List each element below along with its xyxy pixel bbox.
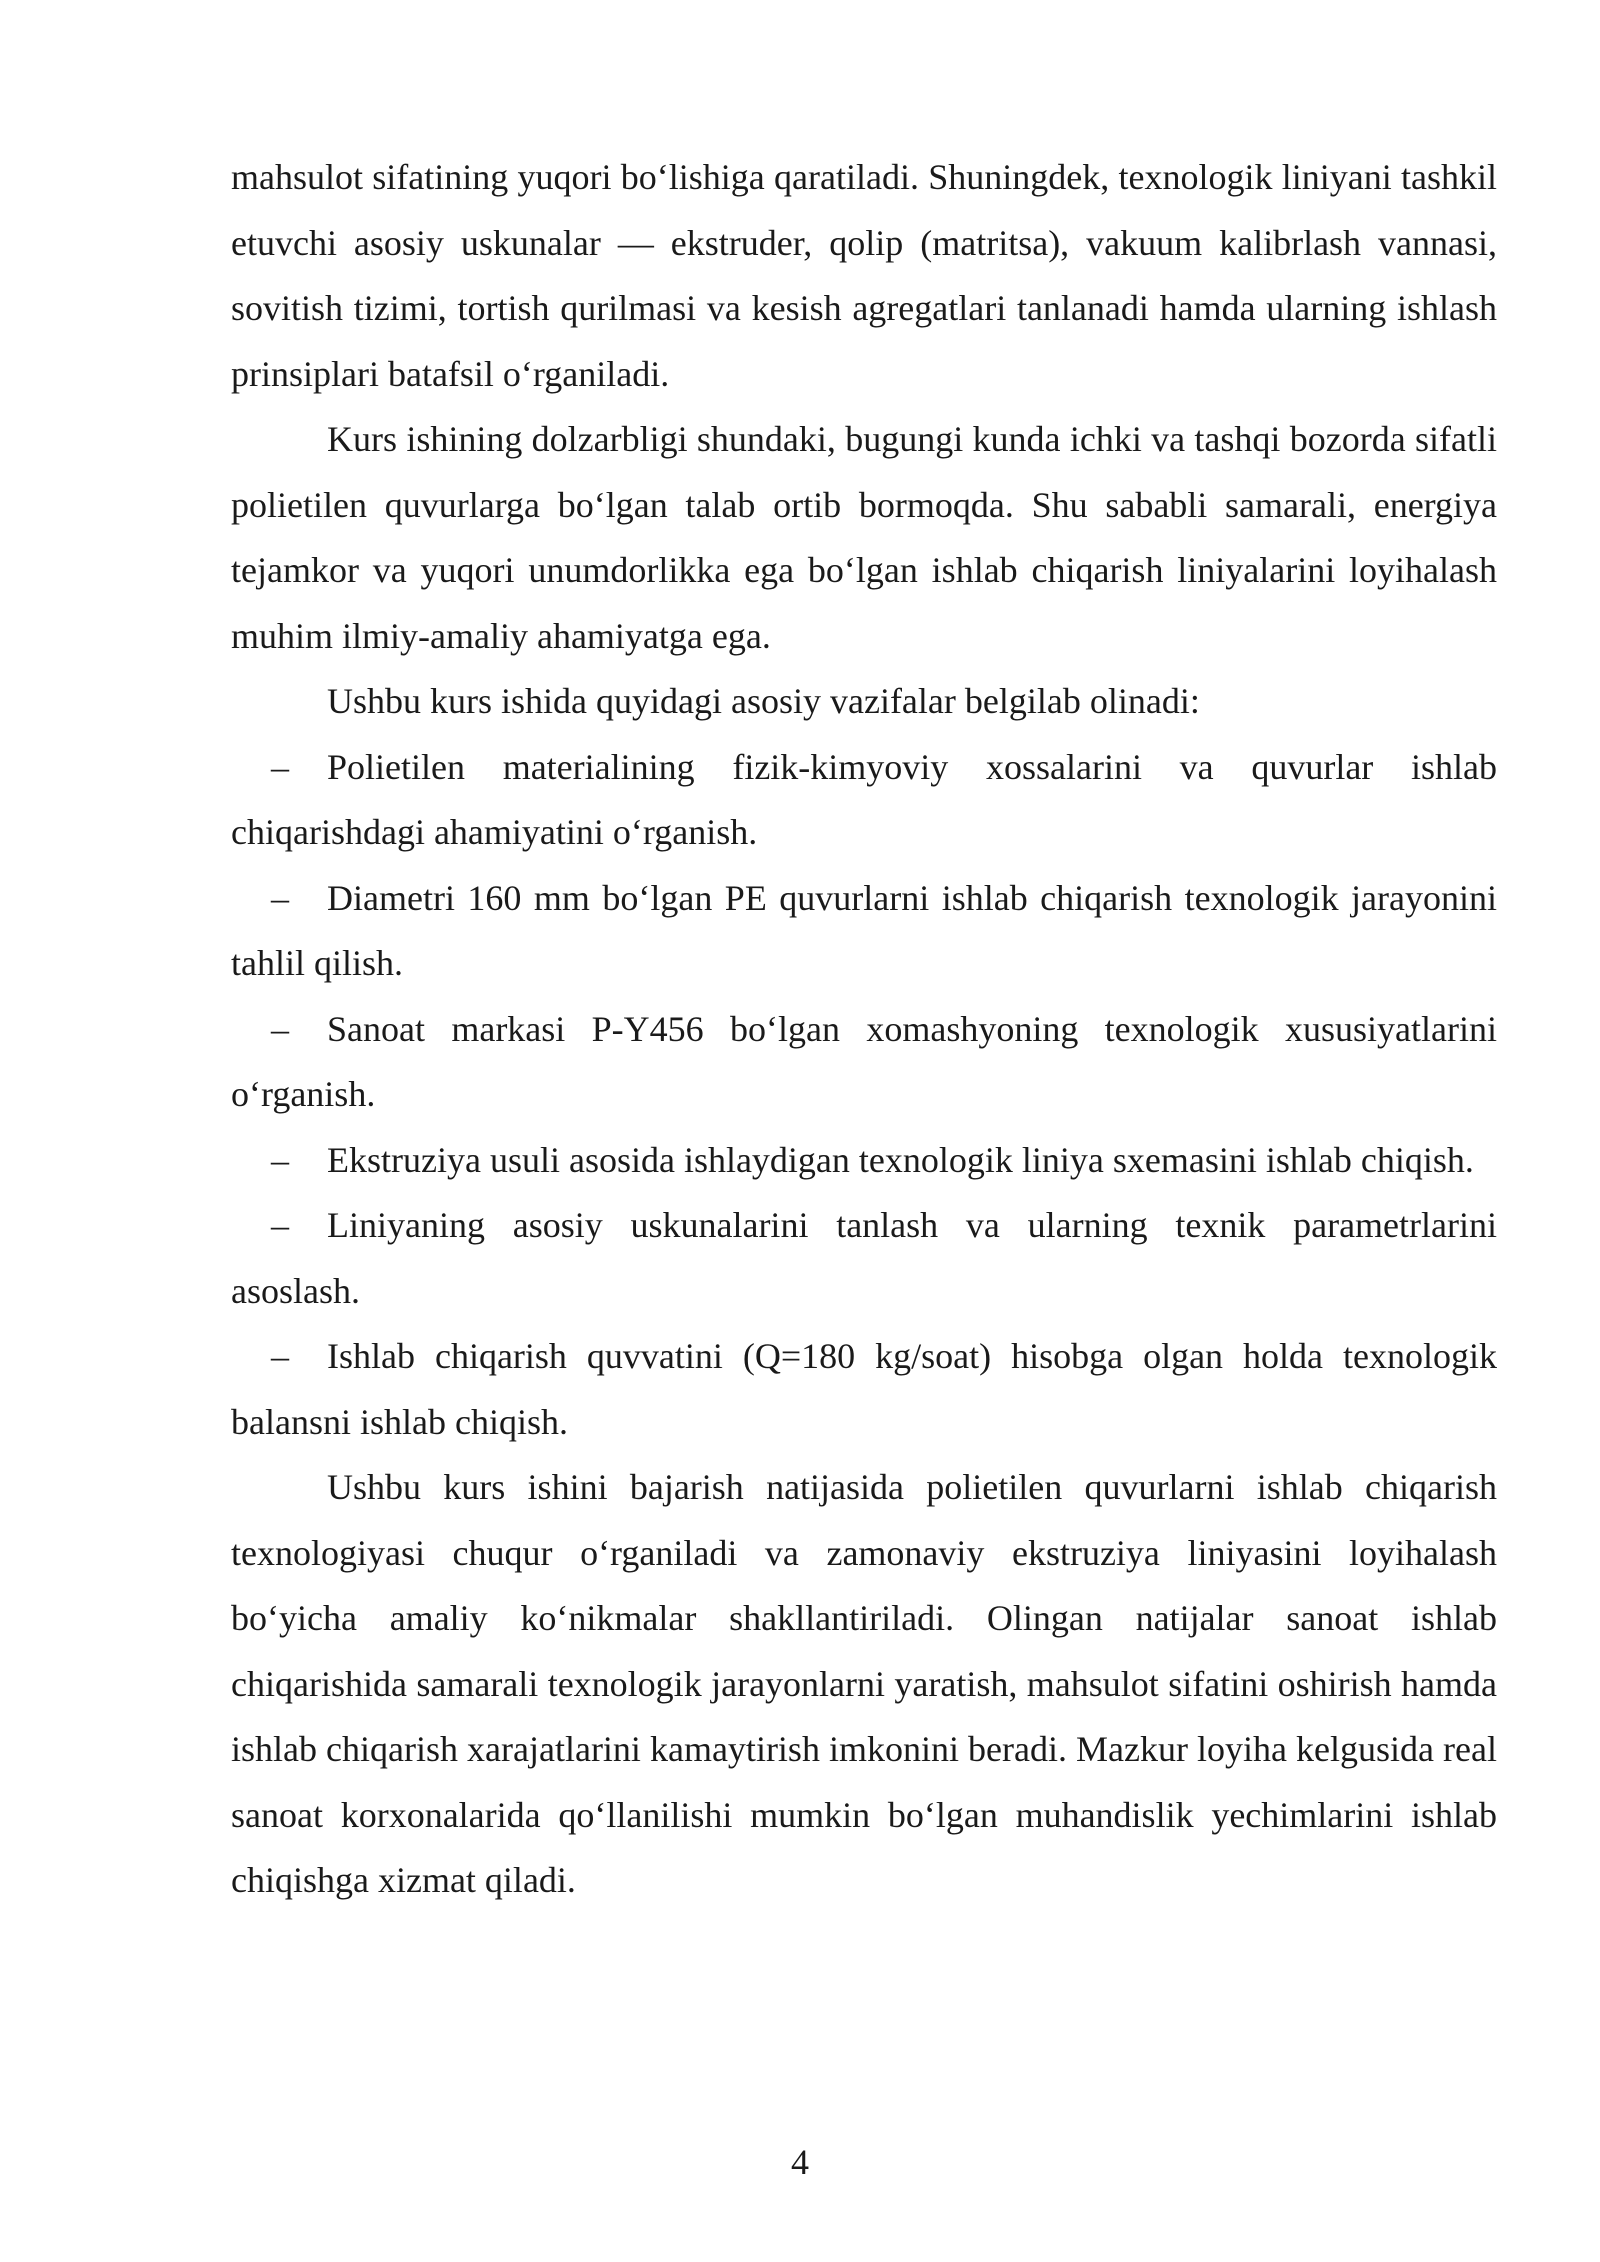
tasks-intro-paragraph: Ushbu kurs ishida quyidagi asosiy vazifalar belgilab olinadi:: [327, 681, 1200, 721]
task-list-item: [231, 997, 1497, 1128]
task-list-item: [231, 735, 1497, 866]
page-body: [231, 145, 1497, 1914]
task-text: Ekstruziya usuli asosida ishlaydigan texnologik liniya sxemasini ishlab chiqish.: [327, 1139, 1474, 1180]
dash-marker: –: [271, 746, 289, 787]
relevance-paragraph: Kurs ishining dolzarbligi shundaki, bugungi kunda ichki va tashqi bozorda sifatli polietilen quvurlarga bo‘lgan talab ortib bormoqda. Shu sababli samarali, energiya tejamkor va yuqori unumdorlikka ega bo‘lgan ishlab chiqarish liniyalarini loyihalash muhim ilmiy-amaliy ahamiyatga ega.: [231, 419, 1497, 656]
dash-marker: –: [271, 877, 289, 918]
dash-marker: –: [271, 1205, 289, 1245]
task-text: Sanoat markasi P-Y456 bo‘lgan xomashyoning texnologik xususiyatlarini o‘rganish.: [231, 1008, 1497, 1114]
conclusion-paragraph: Ushbu kurs ishini bajarish natijasida polietilen quvurlarni ishlab chiqarish texnologiyasi chuqur o‘rganiladi va zamonaviy ekstruziya liniyasini loyihalash bo‘yicha amaliy ko‘nikmalar shakllantiriladi. Olingan natijalar sanoat ishlab chiqarishida samarali texnologik jarayonlarni yaratish, mahsulot sifatini oshirish hamda ishlab chiqarish xarajatlarini kamaytirish imkonini beradi. Mazkur loyiha kelgusida real sanoat korxonalarida qo‘llanilishi mumkin bo‘lgan muhandislik yechimlarini ishlab chiqishga xizmat qiladi.: [231, 1467, 1497, 1900]
task-text: Diametri 160 mm bo‘lgan PE quvurlarni ishlab chiqarish texnologik jarayonini tahlil qilish.: [231, 877, 1497, 983]
task-text: Ishlab chiqarish quvvatini (Q=180 kg/soat) hisobga olgan holda texnologik balansni ishlab chiqish.: [231, 1336, 1497, 1442]
task-text: Polietilen materialining fizik-kimyoviy xossalarini va quvurlar ishlab chiqarishdagi ahamiyatini o‘rganish.: [231, 746, 1497, 852]
dash-marker: –: [271, 1008, 289, 1049]
task-list-item: [231, 1324, 1497, 1455]
task-list-item: [231, 866, 1497, 997]
dash-marker: –: [271, 1336, 289, 1376]
dash-marker: –: [271, 1139, 289, 1180]
task-text: Liniyaning asosiy uskunalarini tanlash va ularning texnik parametrlarini asoslash.: [231, 1205, 1497, 1311]
task-list-item: [231, 1193, 1497, 1324]
continuation-paragraph: mahsulot sifatining yuqori bo‘lishiga qaratiladi. Shuningdek, texnologik liniyani tashkil etuvchi asosiy uskunalar — ekstruder, qolip (matritsa), vakuum kalibrlash vannasi, sovitish tizimi, tortish qurilmasi va kesish agregatlari tanlanadi hamda ularning ishlash prinsiplari batafsil o‘rganiladi.: [231, 157, 1497, 394]
page-number: 4: [791, 2142, 809, 2182]
task-list-item: [231, 1128, 1497, 1194]
